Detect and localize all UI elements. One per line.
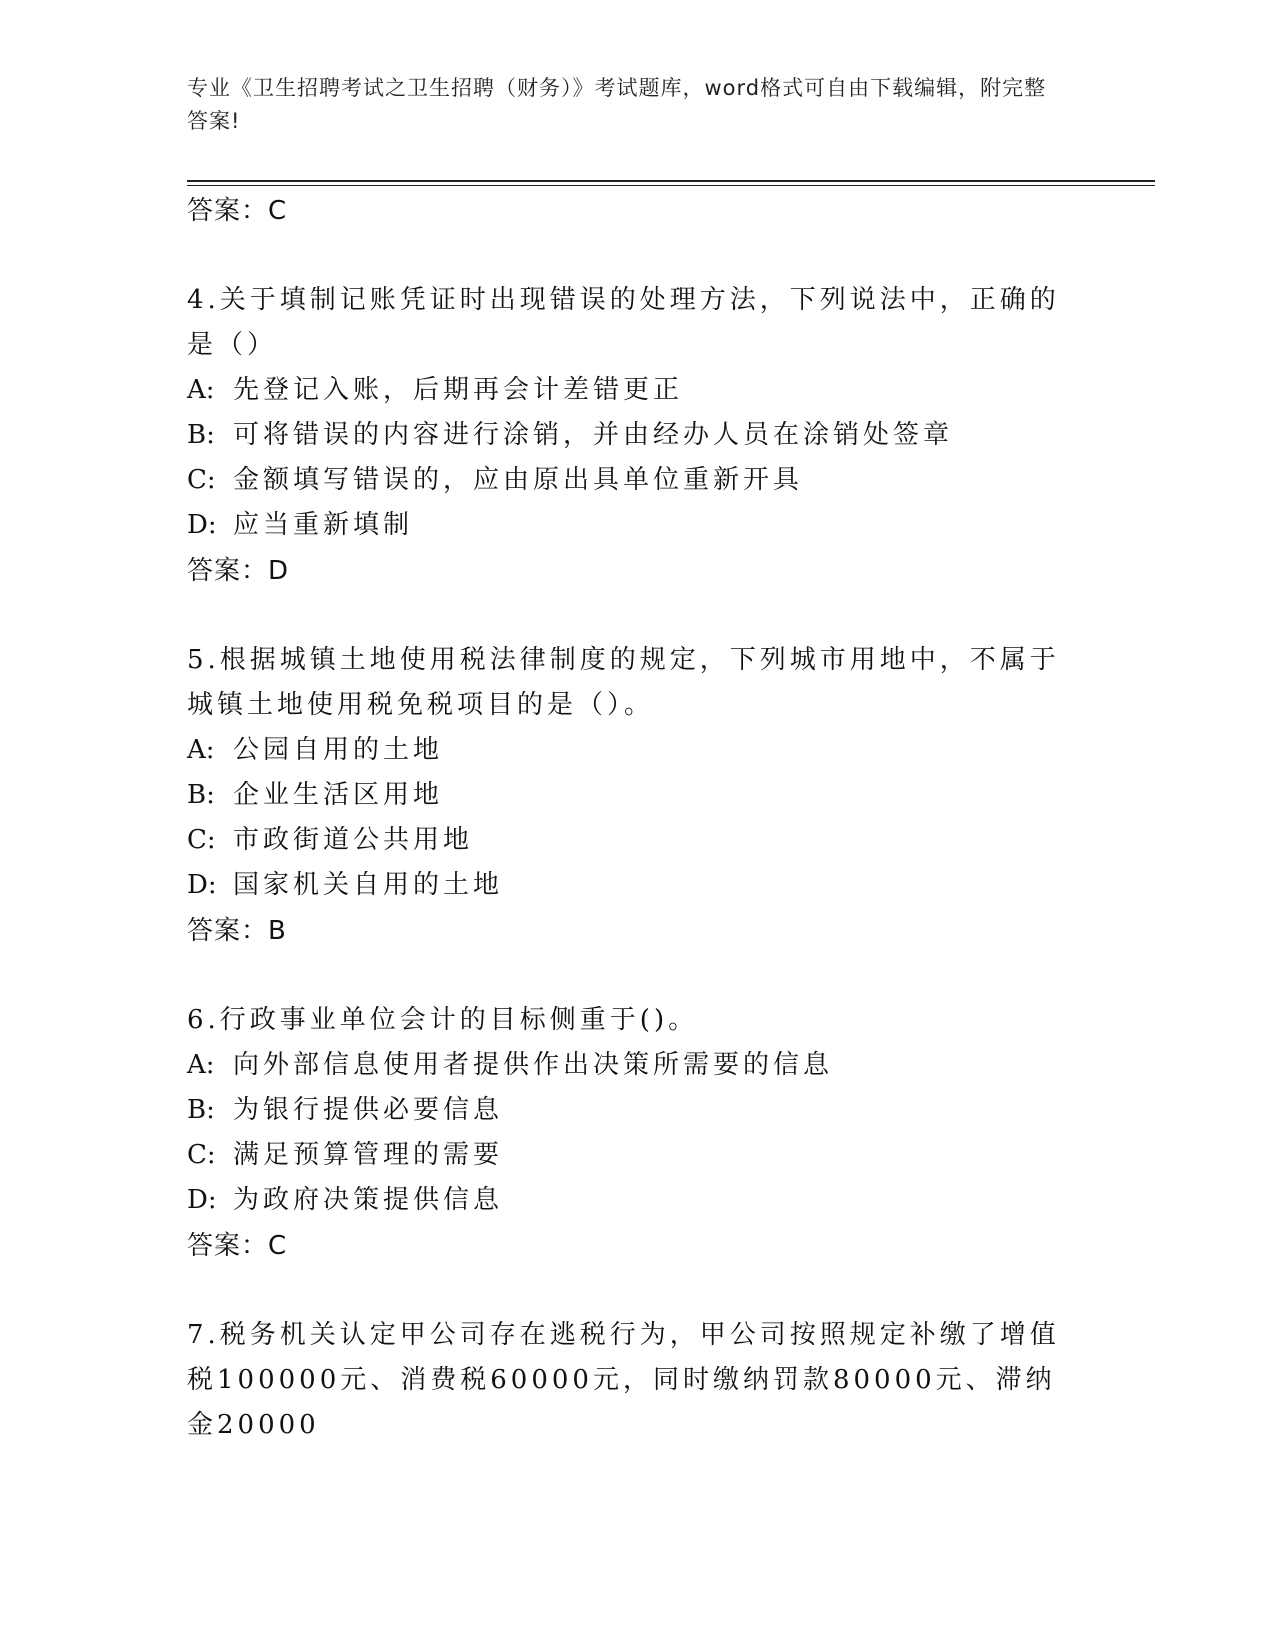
answer-line: 答案：C [187,196,288,226]
option-letter: A: [187,1050,215,1080]
question-stem: 7.税务机关认定甲公司存在逃税行为，甲公司按照规定补缴了增值税100000元、消费税60000元，同时缴纳罚款80000元、滞纳金20000 [187,1320,1060,1440]
question-7 [187,1313,1067,1448]
option-text: 公园自用的土地 [233,735,444,765]
answer-line: 答案：B [187,916,287,946]
option-a [187,368,1067,413]
option-text: 国家机关自用的土地 [233,870,504,900]
header-divider-thin [187,185,1155,186]
option-b [187,773,1067,818]
option-c [187,1133,1067,1178]
option-d [187,863,1067,908]
answer-line: 答案：C [187,1231,288,1261]
option-letter: A: [187,735,215,765]
option-letter: D: [187,1185,217,1215]
option-c [187,818,1067,863]
question-stem: 5.根据城镇土地使用税法律制度的规定，下列城市用地中，不属于城镇土地使用税免税项目的是（）。 [187,645,1060,720]
header-divider [187,180,1155,182]
option-text: 为银行提供必要信息 [233,1095,504,1125]
option-text: 市政街道公共用地 [233,825,474,855]
option-letter: D: [187,510,217,540]
option-c [187,458,1067,503]
option-letter: C: [187,465,216,495]
option-b [187,413,1067,458]
option-letter: B: [187,780,215,810]
option-text: 向外部信息使用者提供作出决策所需要的信息 [233,1050,834,1080]
option-text: 先登记入账，后期再会计差错更正 [233,375,684,405]
option-letter: B: [187,1095,215,1125]
option-d [187,1178,1067,1223]
option-a [187,1043,1067,1088]
option-letter: D: [187,870,217,900]
question-content [187,188,1067,1448]
question-stem: 6.行政事业单位会计的目标侧重于()。 [187,1005,699,1035]
question-4 [187,278,1067,594]
option-letter: B: [187,420,215,450]
option-letter: C: [187,1140,216,1170]
option-text: 企业生活区用地 [233,780,444,810]
question-6 [187,998,1067,1269]
document-header: 专业《卫生招聘考试之卫生招聘（财务）》考试题库，word格式可自由下载编辑，附完整答案! [187,76,1047,133]
option-text: 可将错误的内容进行涂销，并由经办人员在涂销处签章 [233,420,954,450]
option-d [187,503,1067,548]
option-text: 为政府决策提供信息 [233,1185,504,1215]
option-a [187,728,1067,773]
option-text: 应当重新填制 [233,510,414,540]
question-5 [187,638,1067,954]
option-text: 金额填写错误的，应由原出具单位重新开具 [233,465,804,495]
option-text: 满足预算管理的需要 [233,1140,504,1170]
option-letter: C: [187,825,216,855]
option-letter: A: [187,375,215,405]
question-stem: 4.关于填制记账凭证时出现错误的处理方法，下列说法中，正确的是（） [187,285,1060,360]
answer-line: 答案：D [187,556,290,586]
option-b [187,1088,1067,1133]
